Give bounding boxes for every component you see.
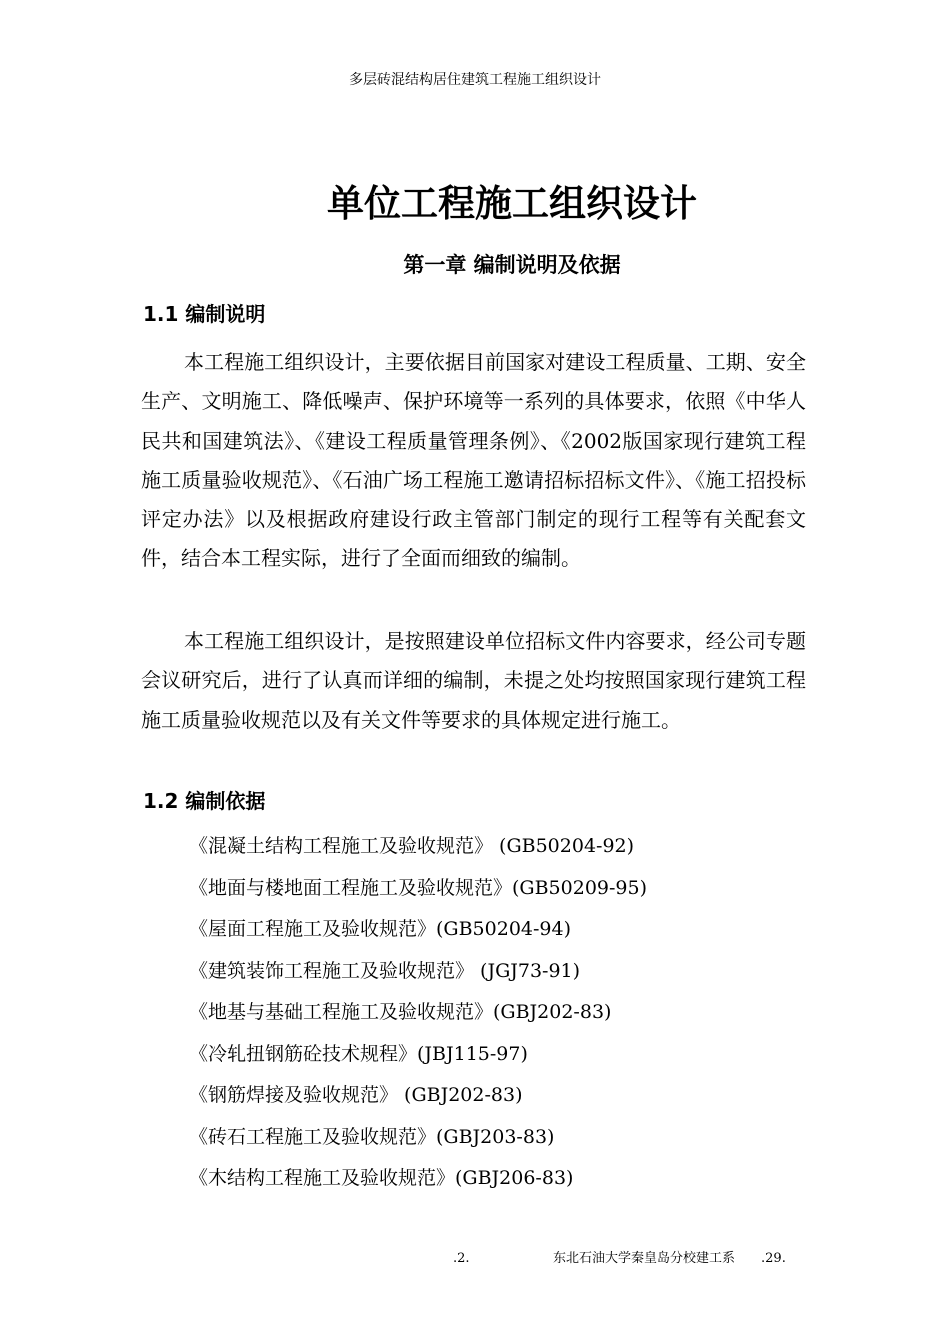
document-title: 单位工程施工组织设计 — [327, 182, 697, 225]
reference-item: 《混凝土结构工程施工及验收规范》 (GB50204-92) — [189, 835, 635, 857]
reference-item: 《地基与基础工程施工及验收规范》(GBJ202-83) — [189, 1001, 612, 1023]
footer-institution-name: 东北石油大学秦皇岛分校建工系 — [553, 1251, 736, 1266]
footer-page-marker: .2. — [453, 1251, 470, 1266]
section-heading-1-2: 1.2 编制依据 — [143, 789, 266, 813]
reference-item: 《钢筋焊接及验收规范》 (GBJ202-83) — [189, 1084, 523, 1106]
reference-item: 《木结构工程施工及验收规范》(GBJ206-83) — [189, 1167, 574, 1189]
reference-list — [189, 826, 647, 1200]
footer-page-number: .29. — [761, 1251, 786, 1266]
chapter-title: 第一章 编制说明及依据 — [403, 253, 621, 277]
reference-item: 《砖石工程施工及验收规范》(GBJ203-83) — [189, 1125, 555, 1148]
reference-item: 《建筑装饰工程施工及验收规范》 (JGJ73-91) — [189, 959, 581, 982]
running-header: 多层砖混结构居住建筑工程施工组织设计 — [349, 72, 601, 88]
reference-item: 《冷轧扭钢筋砼技术规程》(JBJ115-97) — [189, 1042, 528, 1065]
paragraph-compilation-basis: 本工程施工组织设计，主要依据目前国家对建设工程质量、工期、安全生产、文明施工、降低噪声、保护环境等一系列的具体要求，依照《中华人民共和国建筑法》、《建设工程质量管理条例》、《2002版国家现行建筑工程施工质量验收规范》、《石油广场工程施工邀请招标招标文件》、《施工招投标评定办法》以及根据政府建设行政主管部门制定的现行工程等有关配套文件，结合本工程实际，进行了全面而细致的编制。 — [141, 350, 806, 571]
reference-item: 《屋面工程施工及验收规范》(GB50204-94) — [189, 918, 572, 940]
paragraph-compilation-scope: 本工程施工组织设计，是按照建设单位招标文件内容要求，经公司专题会议研究后，进行了认真而详细的编制，未提之处均按照国家现行建筑工程施工质量验收规范以及有关文件等要求的具体规定进行施工。 — [141, 629, 806, 732]
section-heading-1-1: 1.1 编制说明 — [143, 302, 266, 326]
footer-institution — [553, 1250, 786, 1268]
reference-item: 《地面与楼地面工程施工及验收规范》(GB50209-95) — [189, 876, 648, 899]
